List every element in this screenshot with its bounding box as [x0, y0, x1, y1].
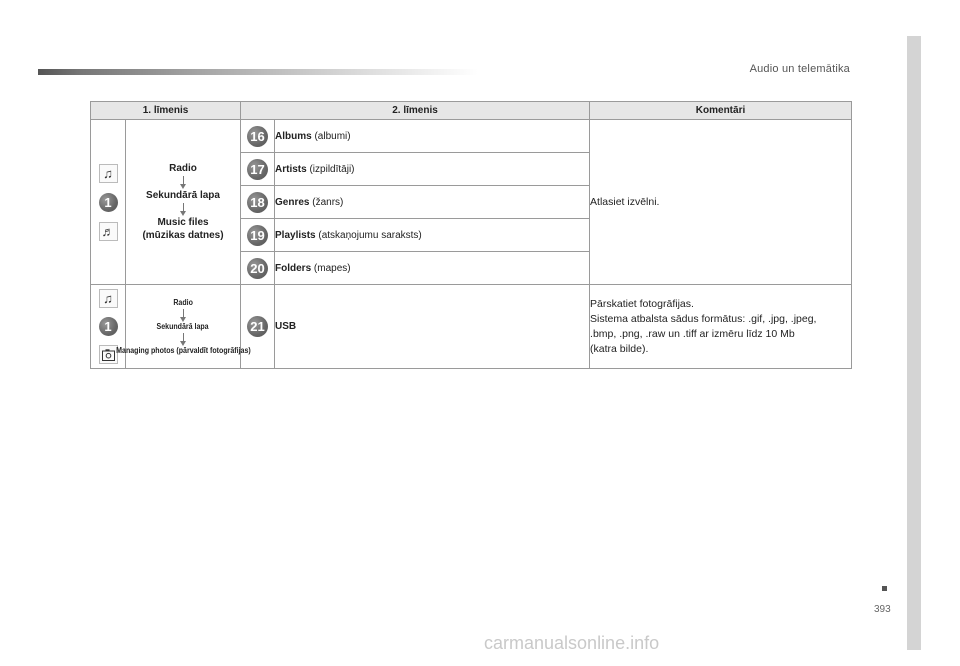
item-detail: (atskaņojumu saraksts): [315, 229, 422, 241]
level2-item-artists: [275, 153, 590, 186]
music-note-icon: ♫: [99, 164, 118, 183]
path-step-radio: Radio: [173, 297, 193, 307]
arrow-down-icon: [183, 203, 184, 212]
step-number-badge: 17: [247, 159, 268, 180]
level2-item-folders: [275, 252, 590, 285]
arrow-down-icon: [183, 309, 184, 318]
page-marker: [882, 586, 887, 591]
item-detail: (albumi): [311, 130, 351, 142]
page-number: 393: [874, 604, 891, 615]
column-header-level1: 1. līmenis: [91, 102, 241, 120]
item-detail: (mapes): [311, 262, 351, 274]
side-thumb-strip: [907, 36, 921, 650]
number-cell: [241, 186, 275, 219]
number-cell: [241, 153, 275, 186]
column-header-level2: 2. līmenis: [241, 102, 590, 120]
item-label: USB: [275, 321, 297, 332]
item-label: Genres: [275, 196, 310, 208]
path-step-secondary-page: Sekundārā lapa: [146, 190, 220, 201]
item-label: Folders: [275, 262, 312, 274]
level-badge: 1: [99, 193, 118, 212]
item-label: Albums: [275, 130, 312, 142]
comment-line: Sistema atbalsta sādus formātus: .gif, .jpg, .jpeg,: [590, 312, 817, 325]
path-step-managing-photos: Managing photos (pārvaldīt fotogrāfijas): [115, 345, 251, 355]
number-cell: [241, 219, 275, 252]
column-header-comments: Komentāri: [590, 102, 852, 120]
number-cell: [241, 252, 275, 285]
path-step-radio: Radio: [169, 163, 197, 174]
level2-item-genres: [275, 186, 590, 219]
level1-path-photos: [115, 285, 251, 369]
item-label: Artists: [275, 163, 307, 175]
table-row: [91, 120, 852, 153]
step-number-badge: 19: [247, 225, 268, 246]
comment-cell-music: Atlasiet izvēlni.: [590, 120, 852, 285]
level1-path-music: [126, 120, 241, 285]
level-badge: 1: [99, 317, 118, 336]
photo-icon-glyph: [102, 349, 115, 361]
step-number-badge: 18: [247, 192, 268, 213]
item-detail: (izpildītāji): [306, 163, 355, 175]
step-number-badge: 16: [247, 126, 268, 147]
item-detail: (žanrs): [309, 196, 344, 208]
table-row: [91, 285, 852, 369]
path-step-music-files: Music files: [157, 217, 209, 228]
comment-line: Pārskatiet fotogrāfijas.: [590, 297, 694, 310]
path-step-music-files-lv: (mūzikas datnes): [142, 230, 224, 241]
footer-watermark: carmanualsonline.info: [484, 633, 660, 653]
comment-cell-photos: [590, 285, 852, 369]
music-icons-cell: [91, 120, 126, 285]
level2-item-playlists: [275, 219, 590, 252]
table-header-row: [91, 102, 852, 120]
section-title: Audio un telemātika: [749, 63, 850, 75]
photo-icons-cell: [91, 285, 126, 369]
number-cell: [241, 285, 275, 369]
level2-item-usb: [275, 285, 590, 369]
music-notes-icon: ♬: [99, 222, 118, 241]
item-label: Playlists: [275, 229, 316, 241]
step-number-badge: 21: [247, 316, 268, 337]
step-number-badge: 20: [247, 258, 268, 279]
comment-line: .bmp, .png, .raw un .tiff ar izmēru līdz 10 Mb: [590, 327, 795, 340]
arrow-down-icon: [183, 333, 184, 342]
music-note-icon: ♫: [99, 289, 118, 308]
comment-line: (katra bilde).: [590, 342, 649, 355]
arrow-down-icon: [183, 176, 184, 185]
level2-item-albums: [275, 120, 590, 153]
header-gradient-bar: [38, 69, 478, 75]
menu-structure-table: [90, 101, 852, 369]
path-step-secondary-page: Sekundārā lapa: [156, 321, 210, 331]
photo-icon: [99, 345, 118, 364]
number-cell: [241, 120, 275, 153]
